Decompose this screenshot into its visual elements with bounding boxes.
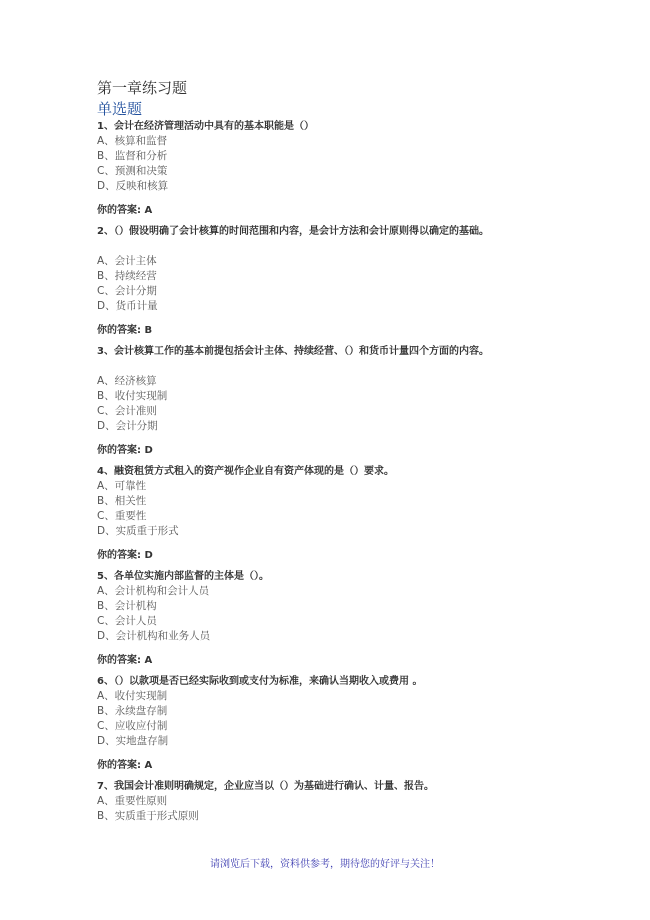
- question-1-stem: 1、会计在经济管理活动中具有的基本职能是（）: [97, 121, 314, 132]
- question-3-option-c: C、会计准则: [97, 405, 157, 417]
- question-4-option-b: B、相关性: [97, 495, 147, 507]
- chapter-title: 第一章练习题: [97, 79, 188, 97]
- question-4-option-d: D、实质重于形式: [97, 525, 179, 537]
- question-2-option-a: A、会计主体: [97, 255, 157, 267]
- page-footer: 请浏览后下载，资料供参考，期待您的好评与关注！: [210, 859, 440, 870]
- question-7-stem: 7、我国会计准则明确规定，企业应当以（）为基础进行确认、计量、报告。: [97, 781, 434, 792]
- question-4-option-c: C、重要性: [97, 510, 147, 522]
- section-title: 单选题: [97, 100, 143, 118]
- question-2-stem: 2、（）假设明确了会计核算的时间范围和内容，是会计方法和会计原则得以确定的基础。: [97, 226, 489, 237]
- question-2-answer: 你的答案: B: [97, 325, 153, 336]
- question-3-option-a: A、经济核算: [97, 375, 157, 387]
- question-5-stem: 5、各单位实施内部监督的主体是（）。: [97, 571, 269, 582]
- question-6-answer: 你的答案: A: [97, 760, 153, 771]
- question-1-option-c: C、预测和决策: [97, 165, 168, 177]
- question-5-option-b: B、会计机构: [97, 600, 157, 612]
- document-body: [97, 78, 617, 824]
- question-2-option-c: C、会计分期: [97, 285, 157, 297]
- question-1-answer: 你的答案: A: [97, 205, 153, 216]
- question-3-answer: 你的答案: D: [97, 445, 153, 456]
- question-3-stem: 3、会计核算工作的基本前提包括会计主体、持续经营、（）和货币计量四个方面的内容。: [97, 346, 489, 357]
- question-4-answer: 你的答案: D: [97, 550, 153, 561]
- question-5-option-c: C、会计人员: [97, 615, 157, 627]
- question-2-option-b: B、持续经营: [97, 270, 157, 282]
- question-6-stem: 6、（）以款项是否已经实际收到或支付为标准，来确认当期收入或费用 。: [97, 676, 423, 687]
- question-4-option-a: A、可靠性: [97, 480, 147, 492]
- question-6-option-d: D、实地盘存制: [97, 735, 169, 747]
- question-2-option-d: D、货币计量: [97, 300, 158, 312]
- question-1-option-a: A、核算和监督: [97, 135, 168, 147]
- question-5-answer: 你的答案: A: [97, 655, 153, 666]
- question-6-option-b: B、永续盘存制: [97, 705, 168, 717]
- question-5-option-d: D、会计机构和业务人员: [97, 630, 211, 642]
- question-4-stem: 4、融资租赁方式租入的资产视作企业自有资产体现的是（）要求。: [97, 466, 394, 477]
- question-5-option-a: A、会计机构和会计人员: [97, 585, 210, 597]
- question-1-option-d: D、反映和核算: [97, 180, 169, 192]
- question-3-option-d: D、会计分期: [97, 420, 158, 432]
- question-1-option-b: B、监督和分析: [97, 150, 168, 162]
- question-6-option-c: C、应收应付制: [97, 720, 168, 732]
- question-3-option-b: B、收付实现制: [97, 390, 168, 402]
- question-7-option-a: A、重要性原则: [97, 795, 168, 807]
- question-6-option-a: A、收付实现制: [97, 690, 168, 702]
- question-7-option-b: B、实质重于形式原则: [97, 810, 199, 822]
